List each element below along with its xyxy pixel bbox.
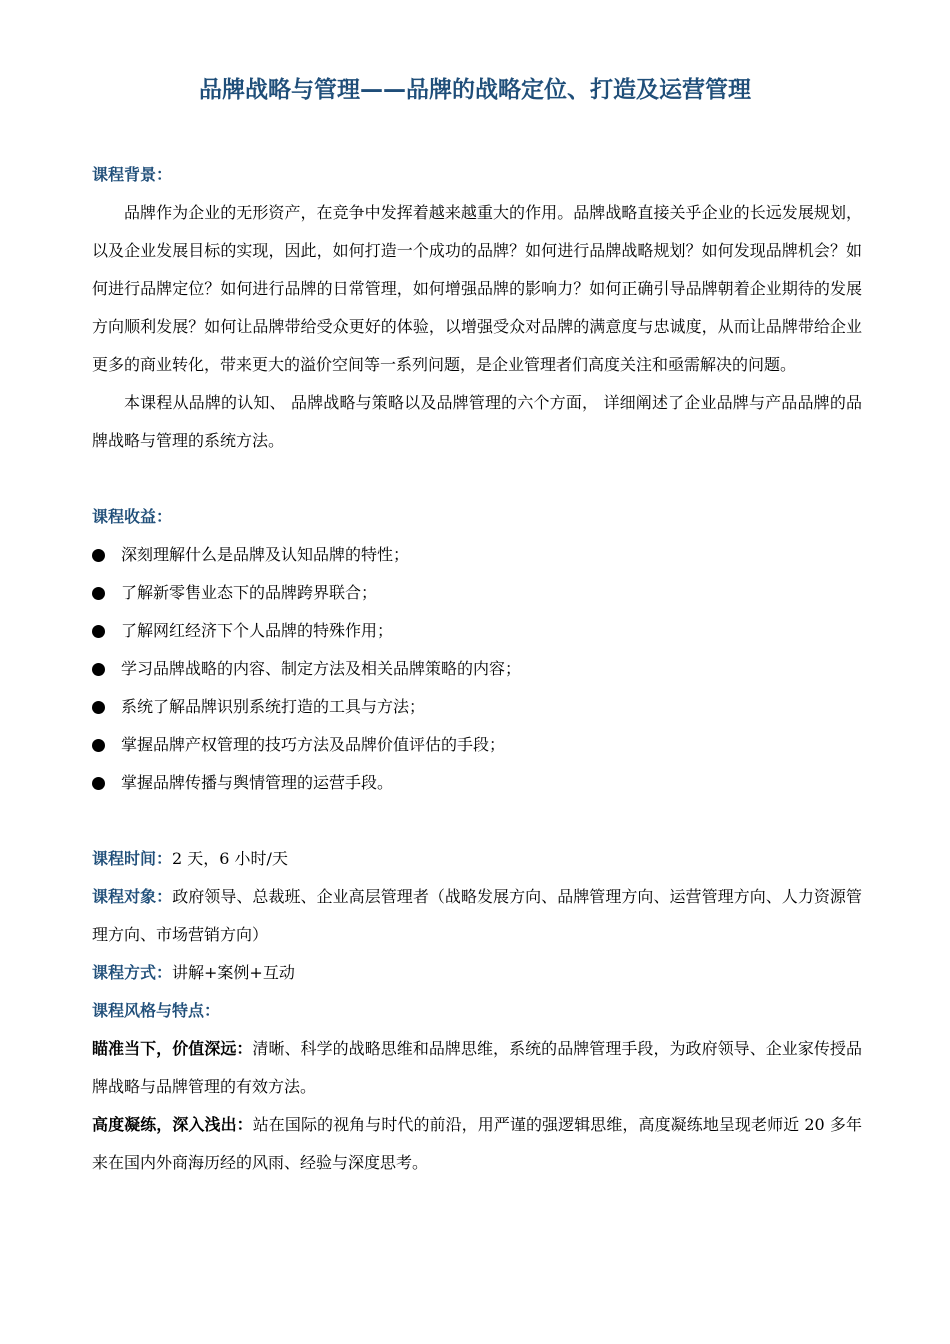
- list-item-text: 了解新零售业态下的品牌跨界联合；: [121, 583, 378, 602]
- course-info-section: [92, 840, 862, 1182]
- course-feature-2-key: 高度凝练，深入浅出：: [92, 1115, 253, 1134]
- document-body: [92, 156, 862, 1182]
- course-benefits-heading: 课程收益：: [92, 507, 173, 526]
- list-item: [92, 726, 862, 764]
- list-item: [92, 612, 862, 650]
- course-benefits-section: [92, 498, 862, 802]
- course-feature-1-text: 清晰、科学的战略思维和品牌思维，系统的品牌管理手段，为政府领导、企业家传授品牌战略与品牌管理的有效方法。: [92, 1039, 862, 1096]
- bullet-icon: [92, 625, 105, 638]
- list-item: [92, 688, 862, 726]
- course-time-line: [92, 840, 862, 878]
- bullet-icon: [92, 739, 105, 752]
- course-time-value: 2 天，6 小时/天: [172, 849, 288, 868]
- course-time-label: 课程时间：: [92, 849, 173, 868]
- bullet-icon: [92, 777, 105, 790]
- course-audience-line: [92, 878, 862, 954]
- course-feature-2: [92, 1106, 862, 1182]
- course-background-heading: 课程背景：: [92, 165, 173, 184]
- course-background-paragraph-2: 本课程从品牌的认知、 品牌战略与策略以及品牌管理的六个方面， 详细阐述了企业品牌与产品品牌的品牌战略与管理的系统方法。: [92, 393, 862, 450]
- course-audience-value: 政府领导、总裁班、企业高层管理者（战略发展方向、品牌管理方向、运营管理方向、人力资源管理方向、市场营销方向）: [92, 887, 862, 944]
- course-feature-1-key: 瞄准当下，价值深远：: [92, 1039, 253, 1058]
- course-feature-2-text: 站在国际的视角与时代的前沿，用严谨的强逻辑思维，高度凝练地呈现老师近 20 多年来在国内外商海历经的风雨、经验与深度思考。: [92, 1115, 862, 1172]
- course-style-heading: 课程风格与特点：: [92, 1001, 221, 1020]
- list-item: [92, 536, 862, 574]
- bullet-icon: [92, 549, 105, 562]
- bullet-icon: [92, 587, 105, 600]
- list-item-text: 掌握品牌产权管理的技巧方法及品牌价值评估的手段；: [121, 735, 506, 754]
- course-feature-1: [92, 1030, 862, 1106]
- course-method-label: 课程方式：: [92, 963, 173, 982]
- list-item: [92, 650, 862, 688]
- course-method-line: [92, 954, 862, 992]
- section-spacer: [92, 802, 862, 840]
- list-item-text: 学习品牌战略的内容、制定方法及相关品牌策略的内容；: [121, 659, 522, 678]
- list-item-text: 深刻理解什么是品牌及认知品牌的特性；: [121, 545, 410, 564]
- section-spacer: [92, 460, 862, 498]
- bullet-icon: [92, 663, 105, 676]
- list-item-text: 了解网红经济下个人品牌的特殊作用；: [121, 621, 394, 640]
- list-item-text: 掌握品牌传播与舆情管理的运营手段。: [121, 773, 394, 792]
- course-background-section: [92, 156, 862, 460]
- document-title: 品牌战略与管理——品牌的战略定位、打造及运营管理: [199, 77, 751, 103]
- course-audience-label: 课程对象：: [92, 887, 173, 906]
- bullet-icon: [92, 701, 105, 714]
- course-benefits-list: [92, 536, 862, 802]
- course-background-paragraph-1: 品牌作为企业的无形资产，在竞争中发挥着越来越重大的作用。品牌战略直接关乎企业的长远发展规划，以及企业发展目标的实现，因此，如何打造一个成功的品牌？如何进行品牌战略规划？如何发现品牌机会？如何进行品牌定位？如何进行品牌的日常管理，如何增强品牌的影响力？如何正确引导品牌朝着企业期待的发展方向顺利发展？如何让品牌带给受众更好的体验，以增强受众对品牌的满意度与忠诚度，从而让品牌带给企业更多的商业转化，带来更大的溢价空间等一系列问题，是企业管理者们高度关注和亟需解决的问题。: [92, 203, 862, 374]
- course-method-value: 讲解+案例+互动: [172, 963, 295, 982]
- list-item: [92, 764, 862, 802]
- list-item-text: 系统了解品牌识别系统打造的工具与方法；: [121, 697, 426, 716]
- list-item: [92, 574, 862, 612]
